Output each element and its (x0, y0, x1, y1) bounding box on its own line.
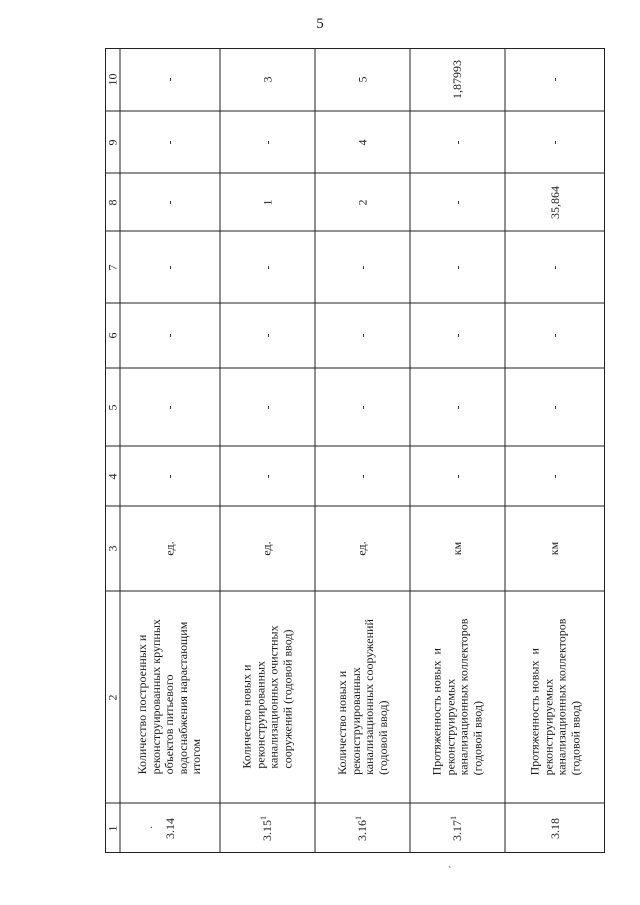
value: - (162, 474, 177, 478)
stray-mark: . (150, 820, 153, 831)
value-cell (315, 48, 410, 111)
value-cell (315, 173, 410, 231)
header-cell (105, 173, 120, 231)
header-number: 3 (105, 545, 119, 552)
unit: км (450, 541, 464, 556)
unit-cell (505, 506, 605, 591)
row-number-cell (120, 803, 220, 853)
indicator-name-line: Количество новых и (334, 670, 349, 775)
row-number-text: 3.14 (162, 817, 177, 839)
value: - (162, 200, 177, 204)
value-cell (315, 111, 410, 173)
indicator-name (336, 619, 390, 775)
value-cell (505, 368, 605, 446)
value: - (260, 140, 274, 144)
indicator-name-line: канализационных сооружений (361, 619, 376, 775)
indicator-name-line: (годовой ввод) (470, 701, 484, 776)
indicator-name-line: реконструируемых (443, 678, 457, 776)
value: - (547, 265, 562, 269)
indicator-name (136, 619, 204, 774)
header-cell (105, 111, 120, 173)
value-cell (315, 368, 410, 446)
indicator-name-line: итогом (189, 739, 204, 775)
value: - (162, 333, 177, 338)
indicator-name-line: канализационных очистных (266, 625, 281, 769)
row-number (549, 818, 562, 839)
value-cell (220, 303, 315, 368)
value-cell (120, 446, 220, 506)
indicator-name-line: канализационных коллекторов (456, 618, 471, 776)
row-number (164, 818, 177, 839)
header-cell (105, 303, 120, 368)
row-number-text: 3.16 (355, 819, 369, 841)
value-cell (410, 173, 505, 231)
header-number: 2 (105, 694, 119, 700)
value: - (355, 405, 369, 409)
value: 35,864 (547, 185, 562, 219)
unit-cell (410, 506, 505, 591)
header-cell (105, 506, 120, 591)
value: 4 (355, 139, 369, 145)
header-number: 10 (105, 73, 119, 86)
unit-cell (220, 506, 315, 591)
value: 3 (260, 76, 274, 83)
value: - (162, 405, 177, 409)
value-cell (505, 173, 605, 231)
value-cell (410, 111, 505, 173)
row-number-cell (220, 803, 315, 853)
value-cell (220, 368, 315, 446)
value: - (547, 405, 562, 409)
indicator-name-line: реконструированных крупных (148, 619, 163, 775)
row-number-text: 3.17 (450, 819, 464, 841)
indicator-name-line: канализационных коллекторов (554, 618, 568, 776)
indicator-name-line: реконструированных (253, 660, 268, 769)
value: - (450, 405, 464, 409)
value: - (547, 140, 562, 144)
value-cell (410, 303, 505, 368)
header-number: 7 (105, 264, 119, 270)
header-cell (105, 803, 120, 853)
value: 5 (355, 76, 369, 83)
value: 1 (260, 199, 274, 205)
page-number: 5 (316, 16, 324, 32)
indicator-name (241, 625, 295, 768)
indicator-name-line: Количество новых и (239, 664, 254, 769)
header-number: 8 (105, 199, 119, 205)
value-cell (505, 48, 605, 111)
value-cell (120, 173, 220, 231)
value-cell (505, 303, 605, 368)
value-cell (120, 231, 220, 303)
header-cell (105, 446, 120, 506)
row-number-cell (410, 803, 505, 853)
value: - (260, 474, 274, 478)
value-cell (220, 446, 315, 506)
value: - (547, 77, 562, 82)
indicator-name-cell (505, 591, 605, 803)
indicator-name-line: (годовой ввод) (375, 700, 390, 775)
indicator-name-line: реконструируемых (540, 678, 555, 776)
value: - (450, 140, 464, 144)
row-number (451, 816, 464, 841)
indicator-name (431, 619, 485, 776)
value: - (260, 265, 274, 269)
indicator-name (528, 619, 582, 776)
value: - (355, 265, 369, 269)
rotated-table (105, 48, 605, 853)
value-cell (220, 173, 315, 231)
unit-cell (315, 506, 410, 591)
value-cell (410, 231, 505, 303)
value-cell (505, 231, 605, 303)
row-number-text: 3.18 (547, 817, 562, 839)
value-cell (410, 446, 505, 506)
value-cell (315, 446, 410, 506)
value: - (260, 405, 274, 409)
row-number-cell (505, 803, 605, 853)
indicator-name-cell (220, 591, 315, 803)
unit: ед. (260, 541, 274, 556)
indicator-name-cell (410, 591, 505, 803)
row-number-text: 3.15 (260, 819, 274, 841)
value: - (355, 333, 369, 338)
value: - (162, 77, 177, 82)
value: - (355, 474, 369, 478)
header-number: 4 (105, 473, 119, 479)
row-number-cell (315, 803, 410, 853)
value: - (450, 200, 464, 204)
value-cell (120, 48, 220, 111)
indicator-name-line: Количество построенных и (135, 634, 150, 775)
unit-cell (120, 506, 220, 591)
value: - (450, 474, 464, 478)
indicator-name-line: реконструированных (348, 667, 363, 775)
value-cell (220, 111, 315, 173)
indicator-name-line: объектов питьевого (162, 674, 177, 775)
header-cell (105, 591, 120, 803)
indicator-name-line: водоснабжения нарастающим (175, 621, 190, 775)
value-cell (220, 48, 315, 111)
value-cell (120, 368, 220, 446)
value: - (450, 333, 464, 338)
value-cell (220, 231, 315, 303)
header-cell (105, 48, 120, 111)
value: - (162, 140, 177, 144)
header-cell (105, 231, 120, 303)
value: 2 (355, 199, 369, 205)
unit: ед. (162, 541, 177, 556)
header-number: 9 (105, 139, 119, 145)
indicator-name-line: Протяженность новых и (527, 648, 541, 776)
unit: ед. (355, 541, 369, 556)
header-cell (105, 368, 120, 446)
row-number (261, 816, 274, 841)
value: - (162, 265, 177, 269)
value-cell (410, 368, 505, 446)
header-number: 1 (105, 825, 119, 831)
indicator-name-cell (315, 591, 410, 803)
stray-mark: ` (448, 866, 452, 877)
value-cell (505, 111, 605, 173)
value-cell (505, 446, 605, 506)
header-number: 5 (105, 404, 119, 410)
footnote-marker: 1 (449, 815, 458, 820)
value-cell (315, 231, 410, 303)
value-cell (410, 48, 505, 111)
indicator-name-line: Протяженность новых и (429, 648, 444, 776)
value: - (450, 265, 464, 269)
indicator-name-line: (годовой ввод) (567, 701, 582, 776)
unit: км (547, 541, 562, 556)
value-cell (120, 303, 220, 368)
footnote-marker: 1 (259, 815, 268, 820)
value-cell (315, 303, 410, 368)
header-number: 6 (105, 332, 119, 339)
indicator-name-line: сооружений (годовой ввод) (280, 629, 295, 769)
value: - (260, 333, 274, 338)
row-number (356, 816, 369, 841)
value: - (547, 333, 562, 338)
value-cell (120, 111, 220, 173)
indicator-name-cell (120, 591, 220, 803)
footnote-marker: 1 (354, 815, 363, 820)
value: 1,87993 (450, 60, 464, 99)
value: - (547, 474, 562, 478)
